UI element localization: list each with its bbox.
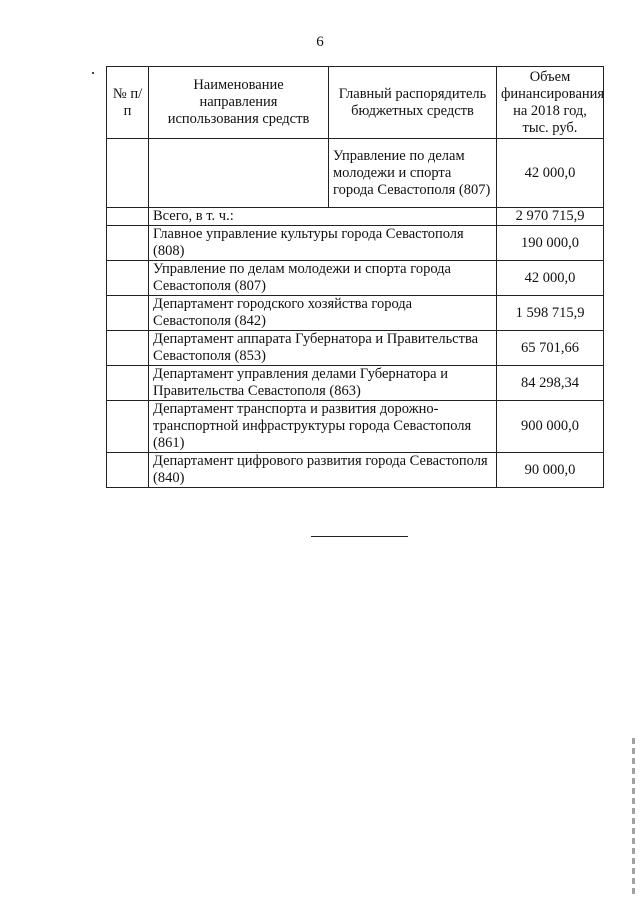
cell-num [107,366,149,401]
cell-num [107,208,149,226]
cell-num [107,226,149,261]
cell-recipient: Департамент цифрового развития города Севастополя (840) [149,453,497,488]
cell-recipient: Департамент городского хозяйства города Севастополя (842) [149,296,497,331]
cell-amount: 90 000,0 [497,453,604,488]
cell-num [107,401,149,453]
header-manager: Главный распорядитель бюджетных средств [329,67,497,139]
total-label: Всего, в т. ч.: [149,208,497,226]
cell-recipient: Управление по делам молодежи и спорта города Севастополя (807) [149,261,497,296]
header-direction: Наименование направления использования средств [149,67,329,139]
table-row [107,331,604,366]
cell-num [107,261,149,296]
cell-recipient: Департамент управления делами Губернатора и Правительства Севастополя (863) [149,366,497,401]
header-num: № п/п [107,67,149,139]
cell-amount: 1 598 715,9 [497,296,604,331]
cell-recipient: Департамент транспорта и развития дорожно-транспортной инфраструктуры города Севастополя (861) [149,401,497,453]
scan-edge-artifact [632,738,635,898]
page-number: 6 [316,34,324,50]
cell-recipient: Главное управление культуры города Севастополя (808) [149,226,497,261]
cell-num [107,331,149,366]
cell-amount: 84 298,34 [497,366,604,401]
table-row [107,296,604,331]
total-amount: 2 970 715,9 [497,208,604,226]
cell-num [107,296,149,331]
scan-speck [92,72,94,74]
cell-amount: 42 000,0 [497,261,604,296]
table-row [107,139,604,208]
table-row [107,453,604,488]
table-row [107,366,604,401]
table-header-row [107,67,604,139]
cell-amount: 190 000,0 [497,226,604,261]
cell-amount: 42 000,0 [497,139,604,208]
table-total-row [107,208,604,226]
table-row [107,226,604,261]
table-row [107,401,604,453]
table-row [107,261,604,296]
cell-amount: 900 000,0 [497,401,604,453]
cell-direction [149,139,329,208]
cell-amount: 65 701,66 [497,331,604,366]
funding-table [106,66,604,488]
cell-num [107,453,149,488]
end-of-document-rule [311,536,408,537]
cell-manager: Управление по делам молодежи и спорта города Севастополя (807) [329,139,497,208]
cell-recipient: Департамент аппарата Губернатора и Правительства Севастополя (853) [149,331,497,366]
header-amount: Объем финансирования на 2018 год, тыс. руб. [497,67,604,139]
cell-num [107,139,149,208]
